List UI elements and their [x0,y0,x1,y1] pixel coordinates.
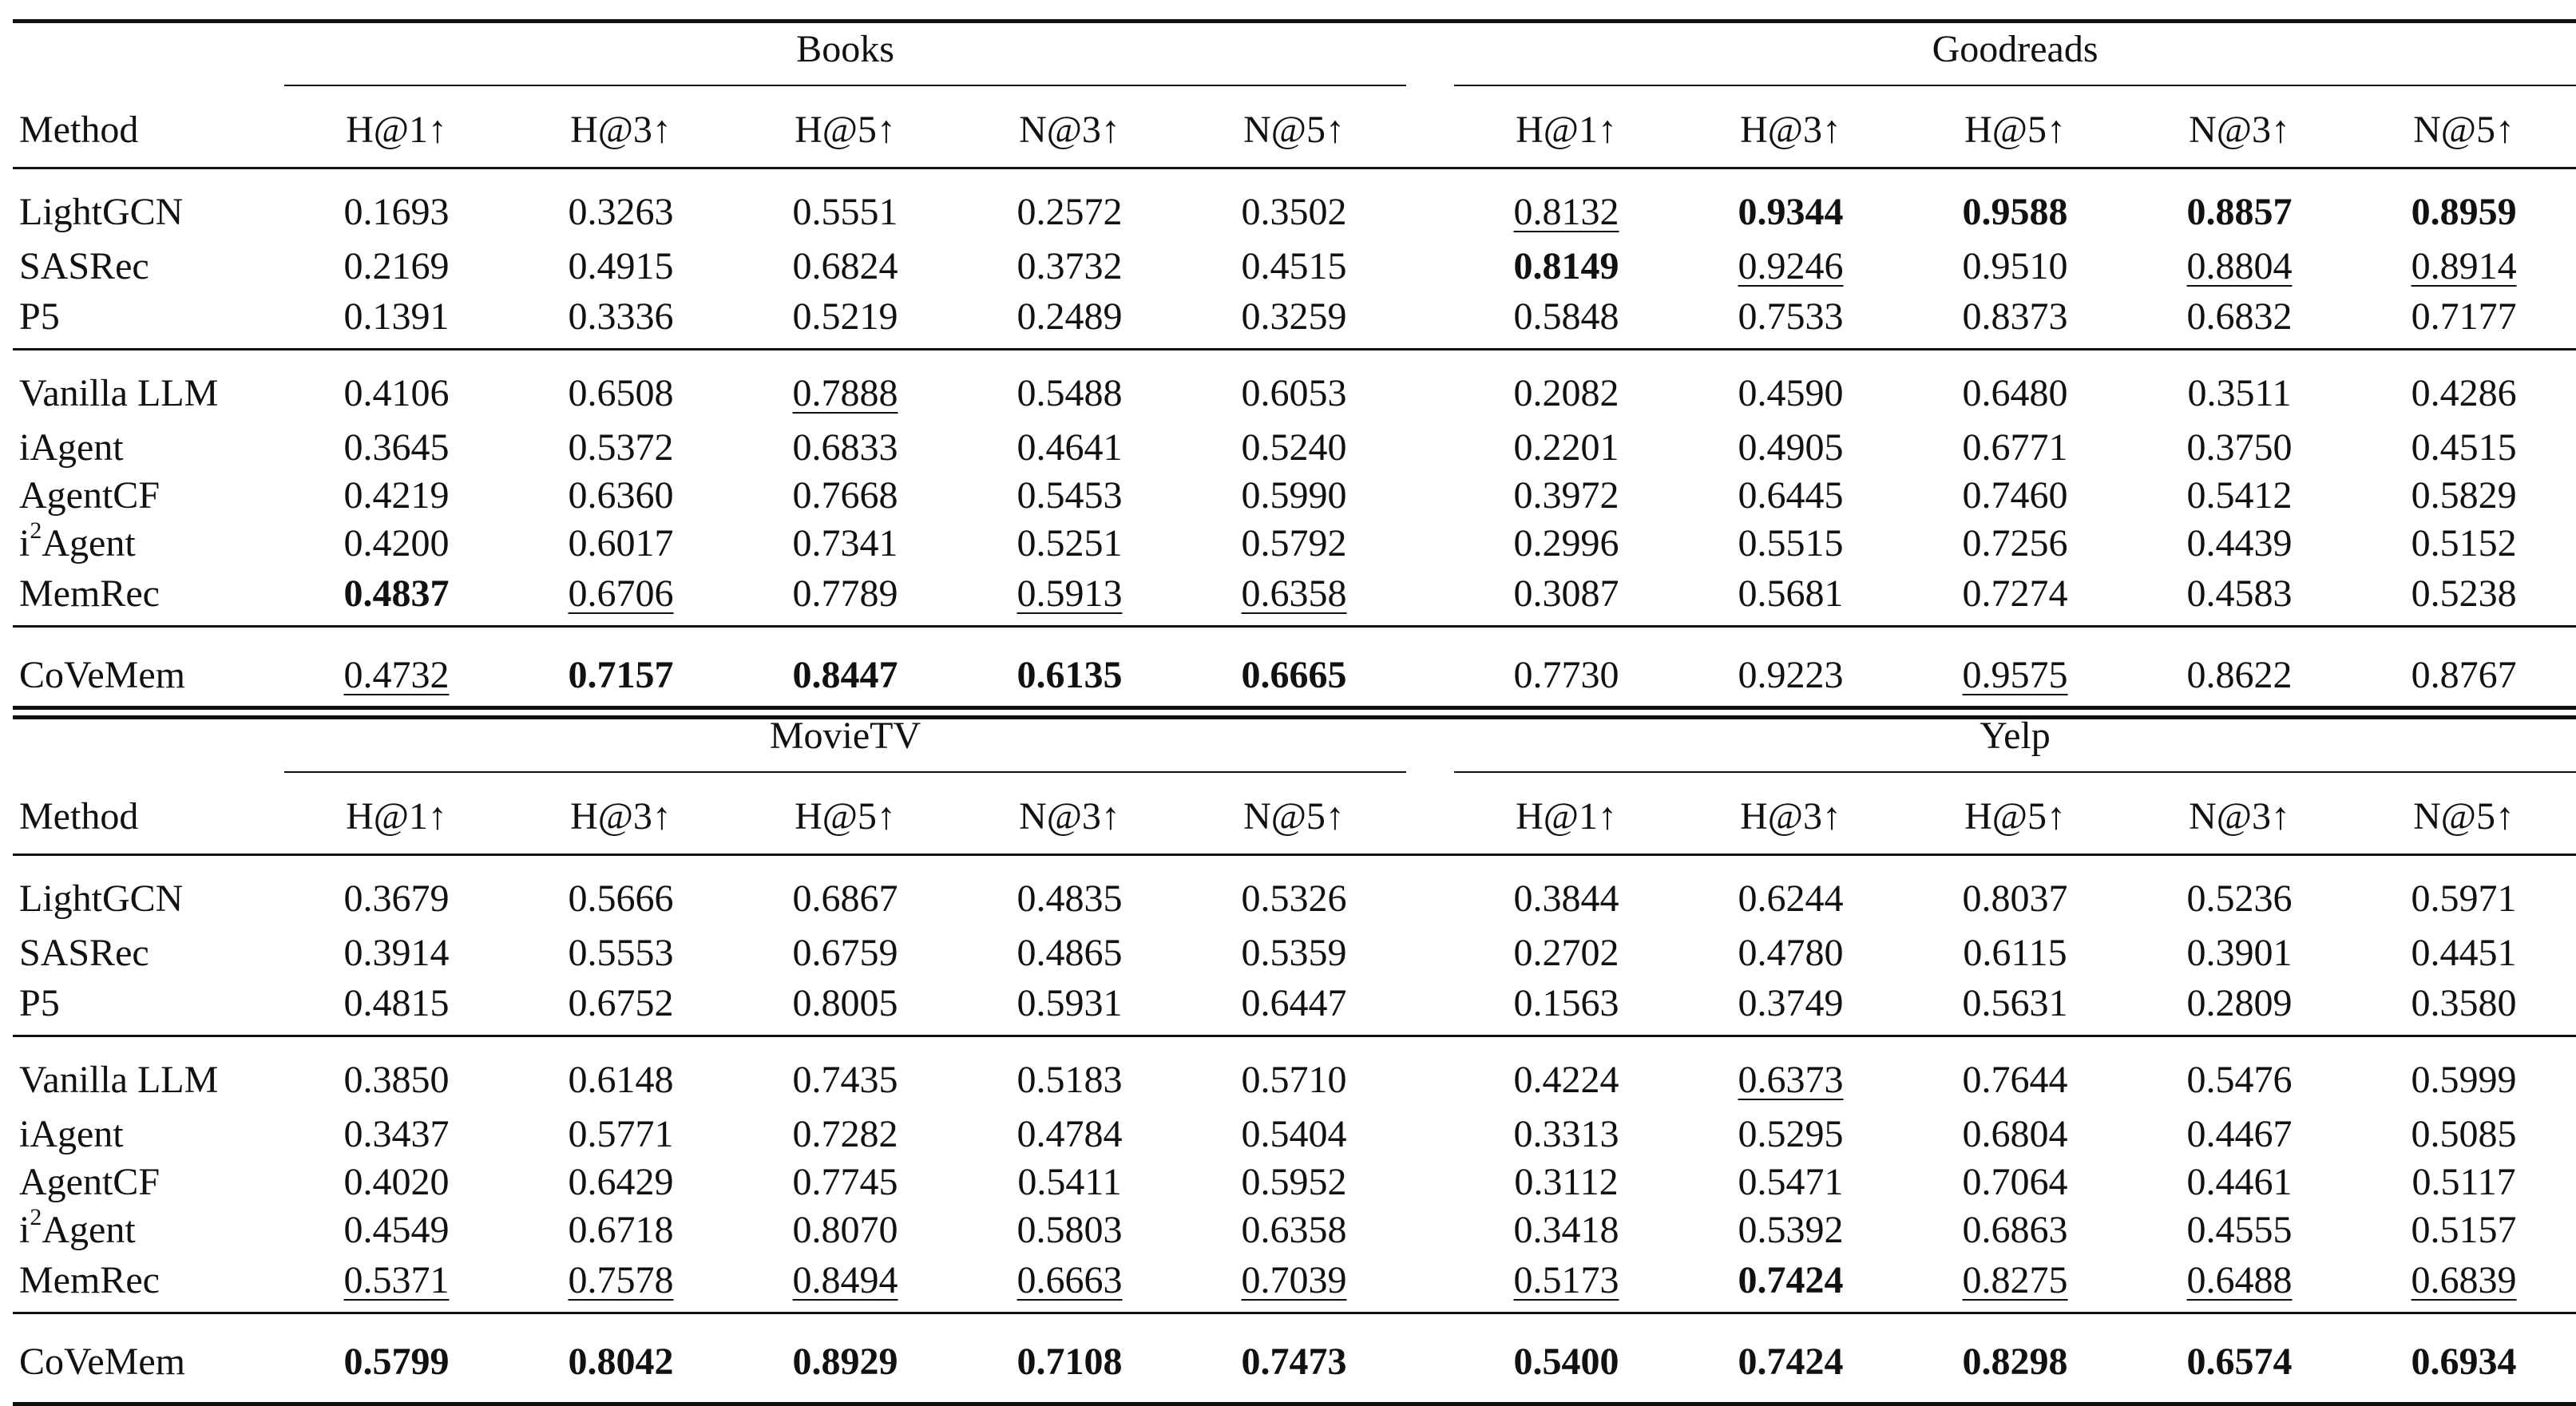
score-cell: 0.4815 [343,982,450,1024]
method-name [13,424,284,472]
method-name-text: AgentCF [19,474,161,517]
second-best-score-cell: 0.8494 [792,1259,898,1301]
metric-header-row [13,93,2576,168]
score-cell: 0.3087 [1513,572,1619,615]
best-score-cell: 0.8447 [792,654,898,696]
score-cell: 0.7644 [1962,1059,2068,1101]
second-best-score-cell: 0.9575 [1962,654,2068,696]
metric-column-header: H@1↑ [346,795,447,838]
dataset-group-label: MovieTV [284,717,1406,773]
method-name-text: iAgent [19,426,124,469]
best-score-cell: 0.7108 [1017,1341,1123,1383]
score-cell: 0.5152 [2411,522,2517,564]
best-score-cell: 0.6665 [1241,654,1347,696]
best-score-cell: 0.8857 [2186,191,2293,233]
score-cell: 0.6053 [1241,372,1347,414]
score-cell: 0.3750 [2186,426,2293,469]
score-cell: 0.2201 [1513,426,1619,469]
score-cell: 0.3112 [1514,1161,1619,1203]
score-cell: 0.5681 [1738,572,1844,615]
results-table [13,706,2576,1406]
score-cell: 0.3336 [568,295,674,338]
table-row [13,1111,2576,1158]
table-row [13,1313,2576,1404]
metric-column-header: H@3↑ [1740,795,1841,838]
score-cell: 0.5295 [1738,1113,1844,1155]
score-cell: 0.5931 [1017,982,1123,1024]
score-cell: 0.1391 [343,295,450,338]
method-name [13,1111,284,1158]
best-score-cell: 0.8149 [1513,245,1619,287]
score-cell: 0.2702 [1513,932,1619,974]
metric-column-header: H@3↑ [1740,109,1841,151]
method-name [13,1036,284,1111]
method-name-text: CoVeMem [19,654,185,696]
metric-column-header: H@5↑ [1964,109,2066,151]
second-best-score-cell: 0.8275 [1962,1259,2068,1301]
best-score-cell: 0.8298 [1962,1341,2068,1383]
second-best-score-cell: 0.8914 [2411,245,2517,287]
method-name-text: SASRec [19,932,149,974]
score-cell: 0.7435 [792,1059,898,1101]
score-cell: 0.3732 [1017,245,1123,287]
method-name-text: LightGCN [19,191,184,233]
score-cell: 0.4461 [2186,1161,2293,1203]
dataset-group-label: Books [284,30,1406,86]
score-cell: 0.4219 [343,474,450,517]
score-cell: 0.4515 [2411,426,2517,469]
metric-column-header: N@5↑ [2413,109,2515,151]
second-best-score-cell: 0.5913 [1017,572,1123,615]
score-cell: 0.6824 [792,245,898,287]
dataset-group-label: Goodreads [1454,30,2576,86]
score-cell: 0.5792 [1241,522,1347,564]
table-row [13,1158,2576,1206]
score-cell: 0.5803 [1017,1209,1123,1251]
score-cell: 0.6508 [568,372,674,414]
score-cell: 0.8070 [792,1209,898,1251]
score-cell: 0.5771 [568,1113,674,1155]
best-score-cell: 0.6574 [2186,1341,2293,1383]
score-cell: 0.5411 [1017,1161,1122,1203]
table-row [13,291,2576,350]
metric-column-header: N@5↑ [1243,795,1345,838]
score-cell: 0.8373 [1962,295,2068,338]
results-table-movietv-yelp [13,706,2517,1406]
method-name-text: P5 [19,295,60,338]
score-cell: 0.6115 [1963,932,2067,974]
score-cell: 0.4583 [2186,572,2293,615]
table-row [13,472,2576,520]
best-score-cell: 0.4837 [343,572,450,615]
score-cell: 0.3437 [343,1113,450,1155]
method-name [13,243,284,291]
score-cell: 0.4286 [2411,372,2517,414]
score-cell: 0.3901 [2186,932,2293,974]
score-cell: 0.7256 [1962,522,2068,564]
metric-column-header: N@3↑ [2189,109,2290,151]
results-table-books-goodreads [13,19,2517,719]
best-score-cell: 0.6135 [1017,654,1123,696]
score-cell: 0.5515 [1738,522,1844,564]
second-best-score-cell: 0.8132 [1513,191,1619,233]
table-row [13,855,2576,930]
score-cell: 0.1693 [343,191,450,233]
method-name-text: LightGCN [19,877,184,920]
second-best-score-cell: 0.7039 [1241,1259,1347,1301]
score-cell: 0.5404 [1241,1113,1347,1155]
score-cell: 0.4020 [343,1161,450,1203]
score-cell: 0.4467 [2186,1113,2293,1155]
method-name [13,472,284,520]
score-cell: 0.5251 [1017,522,1123,564]
metric-column-header: N@3↑ [2189,795,2290,838]
method-name-text: P5 [19,982,60,1024]
score-cell: 0.7668 [792,474,898,517]
table-row [13,1206,2576,1254]
method-name-text: i [19,522,30,564]
score-cell: 0.5326 [1241,877,1347,920]
method-name [13,291,284,350]
method-name-text: MemRec [19,572,160,615]
best-score-cell: 0.7473 [1241,1341,1347,1383]
score-cell: 0.5488 [1017,372,1123,414]
score-cell: 0.6358 [1241,1209,1347,1251]
score-cell: 0.3580 [2411,982,2517,1024]
score-cell: 0.5236 [2186,877,2293,920]
score-cell: 0.6771 [1962,426,2068,469]
score-cell: 0.5551 [792,191,898,233]
score-cell: 0.7460 [1962,474,2068,517]
second-best-score-cell: 0.6488 [2186,1259,2293,1301]
method-name-superscript: 2 [30,517,42,544]
table-row [13,1254,2576,1313]
table-row [13,350,2576,425]
score-cell: 0.2809 [2186,982,2293,1024]
method-name-text: Vanilla LLM [19,372,219,414]
second-best-score-cell: 0.7888 [792,372,898,414]
score-cell: 0.3645 [343,426,450,469]
method-name [13,1206,284,1254]
score-cell: 0.3418 [1513,1209,1619,1251]
score-cell: 0.2082 [1513,372,1619,414]
method-name [13,350,284,425]
score-cell: 0.5631 [1962,982,2068,1024]
second-best-score-cell: 0.4732 [343,654,450,696]
best-score-cell: 0.5400 [1513,1341,1619,1383]
table-row [13,168,2576,244]
score-cell: 0.7341 [792,522,898,564]
best-score-cell: 0.8042 [568,1341,674,1383]
score-cell: 0.4915 [568,245,674,287]
method-name [13,855,284,930]
second-best-score-cell: 0.6839 [2411,1259,2517,1301]
score-cell: 0.8622 [2186,654,2293,696]
method-name-text: Vanilla LLM [19,1059,219,1101]
score-cell: 0.6863 [1962,1209,2068,1251]
score-cell: 0.5392 [1738,1209,1844,1251]
score-cell: 0.5240 [1241,426,1347,469]
second-best-score-cell: 0.6358 [1241,572,1347,615]
score-cell: 0.6832 [2186,295,2293,338]
table-row [13,520,2576,568]
method-name-text: CoVeMem [19,1341,185,1383]
results-table [13,19,2576,719]
best-score-cell: 0.9588 [1962,191,2068,233]
method-name-suffix: Agent [42,522,136,564]
score-cell: 0.4905 [1738,426,1844,469]
metric-column-header: H@5↑ [1964,795,2066,838]
score-cell: 0.6752 [568,982,674,1024]
best-score-cell: 0.6934 [2411,1341,2517,1383]
score-cell: 0.4555 [2186,1209,2293,1251]
metric-header-row [13,780,2576,855]
best-score-cell: 0.8959 [2411,191,2517,233]
score-cell: 0.4106 [343,372,450,414]
score-cell: 0.4515 [1241,245,1347,287]
score-cell: 0.3850 [343,1059,450,1101]
score-cell: 0.3263 [568,191,674,233]
table-row [13,1036,2576,1111]
method-name [13,1313,284,1404]
score-cell: 0.3259 [1241,295,1347,338]
score-cell: 0.4200 [343,522,450,564]
score-cell: 0.5710 [1241,1059,1347,1101]
metric-column-header: H@5↑ [795,109,896,151]
score-cell: 0.6017 [568,522,674,564]
best-score-cell: 0.7157 [568,654,674,696]
score-cell: 0.4641 [1017,426,1123,469]
metric-column-header: H@3↑ [570,795,672,838]
table-row [13,243,2576,291]
score-cell: 0.2572 [1017,191,1123,233]
method-column-header: Method [19,795,139,838]
score-cell: 0.5238 [2411,572,2517,615]
method-name [13,929,284,977]
metric-column-header: H@1↑ [1516,795,1617,838]
score-cell: 0.5476 [2186,1059,2293,1101]
second-best-score-cell: 0.7578 [568,1259,674,1301]
metric-column-header: N@5↑ [2413,795,2515,838]
score-cell: 0.6447 [1241,982,1347,1024]
table-row [13,977,2576,1036]
method-name [13,517,284,568]
score-cell: 0.6244 [1738,877,1844,920]
score-cell: 0.3972 [1513,474,1619,517]
score-cell: 0.9223 [1738,654,1844,696]
metric-column-header: N@3↑ [1019,109,1120,151]
score-cell: 0.2169 [343,245,450,287]
score-cell: 0.4835 [1017,877,1123,920]
score-cell: 0.8037 [1962,877,2068,920]
score-cell: 0.4439 [2186,522,2293,564]
score-cell: 0.1563 [1513,982,1619,1024]
second-best-score-cell: 0.6373 [1738,1059,1844,1101]
metric-column-header: N@3↑ [1019,795,1120,838]
score-cell: 0.2489 [1017,295,1123,338]
second-best-score-cell: 0.5371 [343,1259,450,1301]
score-cell: 0.8767 [2411,654,2517,696]
score-cell: 0.5848 [1513,295,1619,338]
score-cell: 0.7789 [792,572,898,615]
score-cell: 0.5219 [792,295,898,338]
group-header-row [13,22,2576,94]
score-cell: 0.3313 [1513,1113,1619,1155]
score-cell: 0.5971 [2411,877,2517,920]
score-cell: 0.3914 [343,932,450,974]
score-cell: 0.6480 [1962,372,2068,414]
score-cell: 0.4865 [1017,932,1123,974]
score-cell: 0.5183 [1017,1059,1123,1101]
second-best-score-cell: 0.6706 [568,572,674,615]
score-cell: 0.6148 [568,1059,674,1101]
score-cell: 0.7177 [2411,295,2517,338]
score-cell: 0.8005 [792,982,898,1024]
score-cell: 0.7730 [1513,654,1619,696]
score-cell: 0.3679 [343,877,450,920]
score-cell: 0.3511 [2187,372,2292,414]
second-best-score-cell: 0.9246 [1738,245,1844,287]
metric-column-header: H@1↑ [1516,109,1617,151]
score-cell: 0.2996 [1513,522,1619,564]
method-name-suffix: Agent [42,1209,136,1251]
method-column-header: Method [19,109,139,151]
method-name [13,1158,284,1206]
method-name-text: AgentCF [19,1161,161,1203]
score-cell: 0.7745 [792,1161,898,1203]
best-score-cell: 0.9344 [1738,191,1844,233]
score-cell: 0.4224 [1513,1059,1619,1101]
score-cell: 0.5372 [568,426,674,469]
score-cell: 0.5359 [1241,932,1347,974]
method-name-text: SASRec [19,245,149,287]
second-best-score-cell: 0.6663 [1017,1259,1123,1301]
metric-column-header: N@5↑ [1243,109,1345,151]
method-name-text: iAgent [19,1113,124,1155]
score-cell: 0.5085 [2411,1113,2517,1155]
score-cell: 0.5117 [2412,1161,2516,1203]
score-cell: 0.6445 [1738,474,1844,517]
score-cell: 0.4784 [1017,1113,1123,1155]
group-header-row [13,708,2576,781]
table-row [13,627,2576,718]
score-cell: 0.6804 [1962,1113,2068,1155]
score-cell: 0.4780 [1738,932,1844,974]
best-score-cell: 0.8929 [792,1341,898,1383]
score-cell: 0.5666 [568,877,674,920]
score-cell: 0.7533 [1738,295,1844,338]
method-name [13,1254,284,1313]
score-cell: 0.6429 [568,1161,674,1203]
method-name-text: MemRec [19,1259,160,1301]
score-cell: 0.5990 [1241,474,1347,517]
score-cell: 0.5453 [1017,474,1123,517]
score-cell: 0.4549 [343,1209,450,1251]
score-cell: 0.7274 [1962,572,2068,615]
method-name-superscript: 2 [30,1204,42,1230]
second-best-score-cell: 0.8804 [2186,245,2293,287]
score-cell: 0.5553 [568,932,674,974]
best-score-cell: 0.7424 [1738,1259,1844,1301]
score-cell: 0.5999 [2411,1059,2517,1101]
metric-column-header: H@3↑ [570,109,672,151]
score-cell: 0.5471 [1738,1161,1844,1203]
table-row [13,568,2576,627]
best-score-cell: 0.5799 [343,1341,450,1383]
score-cell: 0.5412 [2186,474,2293,517]
table-row [13,929,2576,977]
score-cell: 0.3749 [1738,982,1844,1024]
score-cell: 0.5952 [1241,1161,1347,1203]
method-name [13,977,284,1036]
score-cell: 0.6833 [792,426,898,469]
method-name [13,627,284,718]
best-score-cell: 0.7424 [1738,1341,1844,1383]
score-cell: 0.6759 [792,932,898,974]
score-cell: 0.5157 [2411,1209,2517,1251]
score-cell: 0.7064 [1962,1161,2068,1203]
score-cell: 0.9510 [1962,245,2068,287]
score-cell: 0.3844 [1513,877,1619,920]
score-cell: 0.6360 [568,474,674,517]
second-best-score-cell: 0.5173 [1513,1259,1619,1301]
metric-column-header: H@5↑ [795,795,896,838]
score-cell: 0.7282 [792,1113,898,1155]
dataset-group-label: Yelp [1454,717,2576,773]
score-cell: 0.4590 [1738,372,1844,414]
table-row [13,424,2576,472]
method-name [13,168,284,244]
score-cell: 0.6867 [792,877,898,920]
method-name-text: i [19,1209,30,1251]
method-name [13,568,284,627]
score-cell: 0.6718 [568,1209,674,1251]
score-cell: 0.4451 [2411,932,2517,974]
score-cell: 0.5829 [2411,474,2517,517]
score-cell: 0.3502 [1241,191,1347,233]
metric-column-header: H@1↑ [346,109,447,151]
